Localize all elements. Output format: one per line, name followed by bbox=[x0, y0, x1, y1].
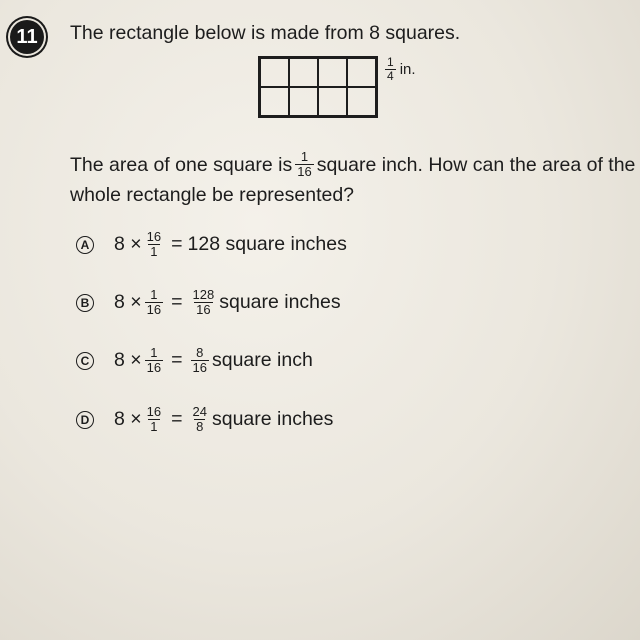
fraction-denominator: 16 bbox=[146, 360, 162, 375]
body-text-before: The area of one square is bbox=[70, 153, 293, 176]
question-intro: The rectangle below is made from 8 squares. bbox=[70, 22, 461, 44]
equals-sign: = bbox=[171, 291, 183, 313]
option-fraction bbox=[145, 288, 163, 317]
option-result-fraction bbox=[191, 346, 209, 375]
fraction-numerator: 16 bbox=[146, 229, 162, 244]
equals-sign: = bbox=[171, 349, 183, 371]
fraction-denominator: 1 bbox=[150, 244, 158, 259]
fraction-denominator: 16 bbox=[192, 360, 207, 375]
square-cell bbox=[289, 58, 318, 87]
side-length-label bbox=[382, 56, 416, 83]
option-unit: square inches bbox=[211, 408, 334, 430]
fraction-numerator: 1 bbox=[300, 149, 309, 164]
fraction-denominator: 4 bbox=[387, 69, 394, 83]
side-length-unit: in. bbox=[399, 61, 416, 78]
option-fraction bbox=[145, 405, 163, 434]
option-letter-b[interactable]: B bbox=[76, 294, 94, 312]
fraction-numerator: 128 bbox=[192, 287, 215, 302]
question-body-line-1 bbox=[70, 150, 635, 179]
option-result: 128 square inches bbox=[187, 233, 347, 255]
square-cell bbox=[347, 87, 376, 116]
answer-option-c[interactable] bbox=[76, 346, 313, 375]
square-cell bbox=[318, 58, 347, 87]
fraction-numerator: 24 bbox=[192, 404, 207, 419]
fraction-numerator: 16 bbox=[146, 404, 162, 419]
square-cell bbox=[260, 58, 289, 87]
option-fraction bbox=[145, 346, 163, 375]
fraction-numerator: 8 bbox=[196, 345, 204, 360]
square-cell bbox=[289, 87, 318, 116]
rectangle-diagram bbox=[258, 56, 378, 118]
fraction-numerator: 1 bbox=[150, 287, 158, 302]
option-unit: square inches bbox=[219, 291, 341, 313]
equals-sign: = bbox=[171, 233, 183, 255]
square-cell bbox=[318, 87, 347, 116]
question-number: 11 bbox=[10, 20, 44, 54]
option-lead: 8 × bbox=[114, 349, 142, 371]
fraction-denominator: 16 bbox=[297, 164, 312, 179]
option-lead: 8 × bbox=[114, 233, 142, 255]
question-body-line-2: whole rectangle be represented? bbox=[70, 184, 355, 206]
option-letter-d[interactable]: D bbox=[76, 411, 94, 429]
option-result-fraction bbox=[191, 288, 217, 317]
fraction-numerator: 1 bbox=[150, 345, 158, 360]
body-text-after: square inch. How can the area of the bbox=[316, 153, 636, 176]
equals-sign: = bbox=[171, 408, 183, 430]
option-lead: 8 × bbox=[114, 291, 142, 313]
option-unit: square inch bbox=[211, 349, 313, 371]
option-letter-a[interactable]: A bbox=[76, 236, 94, 254]
fraction-numerator: 1 bbox=[387, 55, 394, 69]
answer-option-b[interactable] bbox=[76, 288, 341, 317]
square-cell bbox=[260, 87, 289, 116]
fraction-denominator: 16 bbox=[196, 302, 211, 317]
option-fraction bbox=[145, 230, 163, 259]
unit-square-area-fraction bbox=[295, 150, 313, 179]
answer-option-d[interactable] bbox=[76, 405, 333, 434]
answer-option-a[interactable] bbox=[76, 230, 347, 259]
fraction-denominator: 16 bbox=[146, 302, 162, 317]
option-lead: 8 × bbox=[114, 408, 142, 430]
option-result-fraction bbox=[191, 405, 209, 434]
fraction-denominator: 8 bbox=[196, 419, 204, 434]
option-letter-c[interactable]: C bbox=[76, 352, 94, 370]
side-length-fraction bbox=[385, 56, 396, 83]
fraction-denominator: 1 bbox=[150, 419, 158, 434]
square-cell bbox=[347, 58, 376, 87]
